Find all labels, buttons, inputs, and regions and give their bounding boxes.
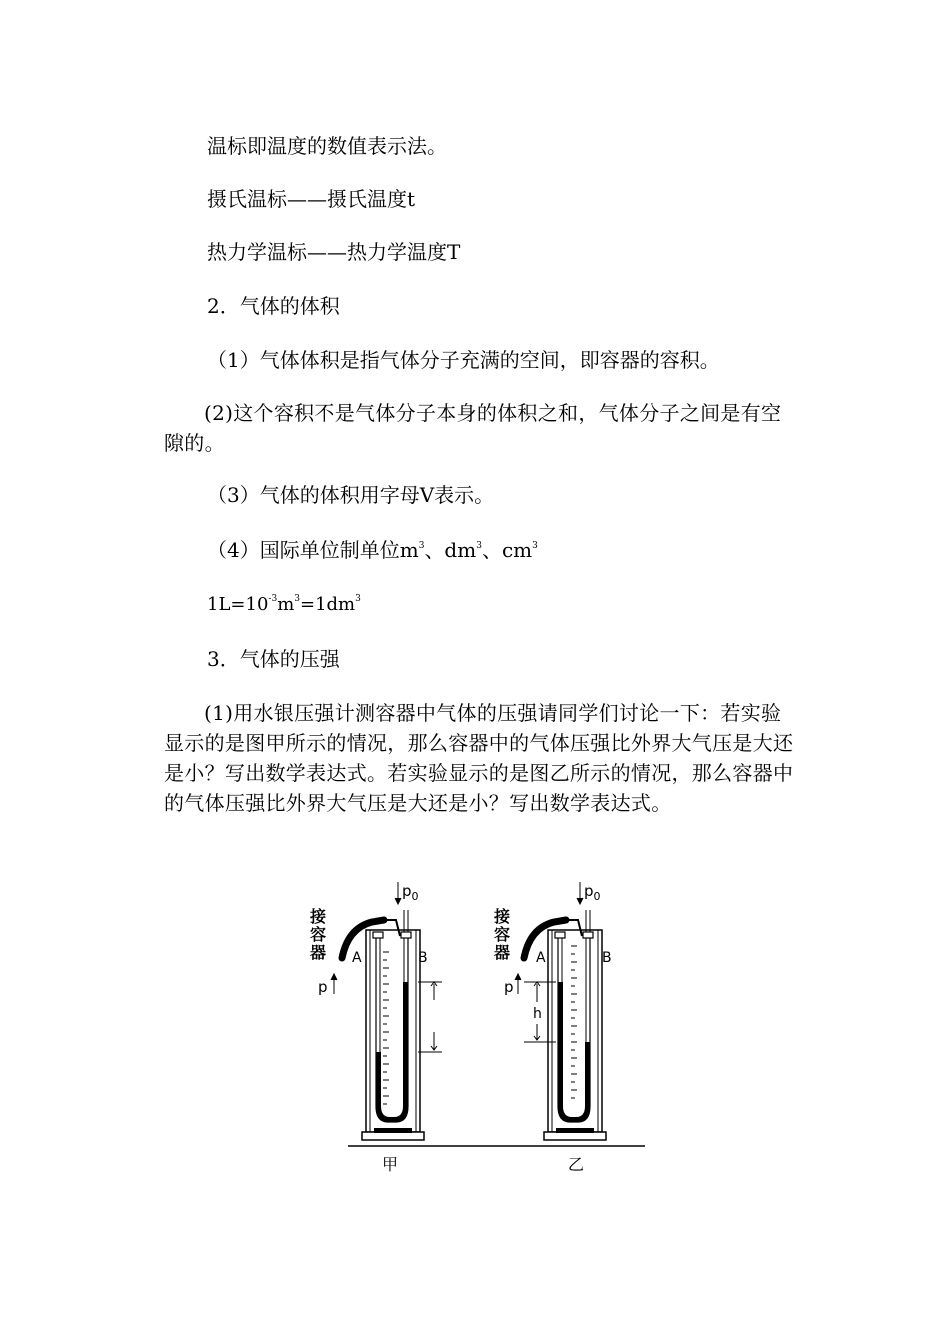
text-line-1: 温标即温度的数值表示法。 xyxy=(207,134,447,158)
pressure-label-left: p xyxy=(318,978,328,996)
p0-label-right: $p_0$ xyxy=(584,882,601,903)
connect-label-right-3: 器 xyxy=(494,943,511,962)
pressure-arrow-left xyxy=(331,974,337,994)
p0-arrow-right xyxy=(577,882,583,904)
tube-b-label-left: B xyxy=(418,950,428,966)
connect-label-right-1: 接 xyxy=(494,907,511,926)
section-heading-pressure: 3．气体的压强 xyxy=(207,647,340,671)
caption-left: 甲 xyxy=(382,1155,399,1174)
tube-a-label-right: A xyxy=(536,950,546,966)
p0-label-left: $p_0$ xyxy=(402,882,419,903)
pressure-label-right: p xyxy=(504,978,514,996)
connect-label-left-3: 器 xyxy=(310,943,327,962)
connect-label-right-2: 容 xyxy=(494,925,511,944)
paragraph-pressure-question: (1)用水银压强计测容器中气体的压强请同学们讨论一下：若实验显示的是图甲所示的情况，那么容器中的气体压强比外界大气压是大还是小？写出数学表达式。若实验显示的是图乙所示的情况，那么容器中的气体压强比外界大气压是大还是小？写出数学表达式。 xyxy=(164,701,794,815)
text-line-units: （4）国际单位制单位$m^3$、$dm^3$、$cm^3$ xyxy=(207,538,538,562)
manometer-figure xyxy=(300,870,660,1180)
caption-right: 乙 xyxy=(568,1155,585,1174)
height-label-h: h xyxy=(533,1006,542,1022)
text-line-3: 热力学温标——热力学温度T xyxy=(207,240,461,264)
section-heading-volume: 2．气体的体积 xyxy=(207,294,340,318)
tube-b-label-right: B xyxy=(602,950,612,966)
connect-label-left-1: 接 xyxy=(310,907,327,926)
text-line-2: 摄氏温标——摄氏温度t xyxy=(207,187,416,211)
p0-arrow-left xyxy=(395,882,401,904)
pressure-arrow-right xyxy=(515,974,521,994)
tube-a-label-left: A xyxy=(352,950,362,966)
paragraph-volume-note: (2)这个容积不是气体分子本身的体积之和，气体分子之间是有空隙的。 xyxy=(164,401,782,455)
manometer-right xyxy=(524,910,606,1140)
text-line-7: （3）气体的体积用字母V表示。 xyxy=(207,483,495,507)
manometer-left xyxy=(342,910,442,1140)
connect-label-left-2: 容 xyxy=(310,925,327,944)
text-line-5: （1）气体体积是指气体分子充满的空间，即容器的容积。 xyxy=(207,348,720,372)
text-line-conversion: $1L=10^{-3}m^3=1dm^3$ xyxy=(207,594,361,615)
